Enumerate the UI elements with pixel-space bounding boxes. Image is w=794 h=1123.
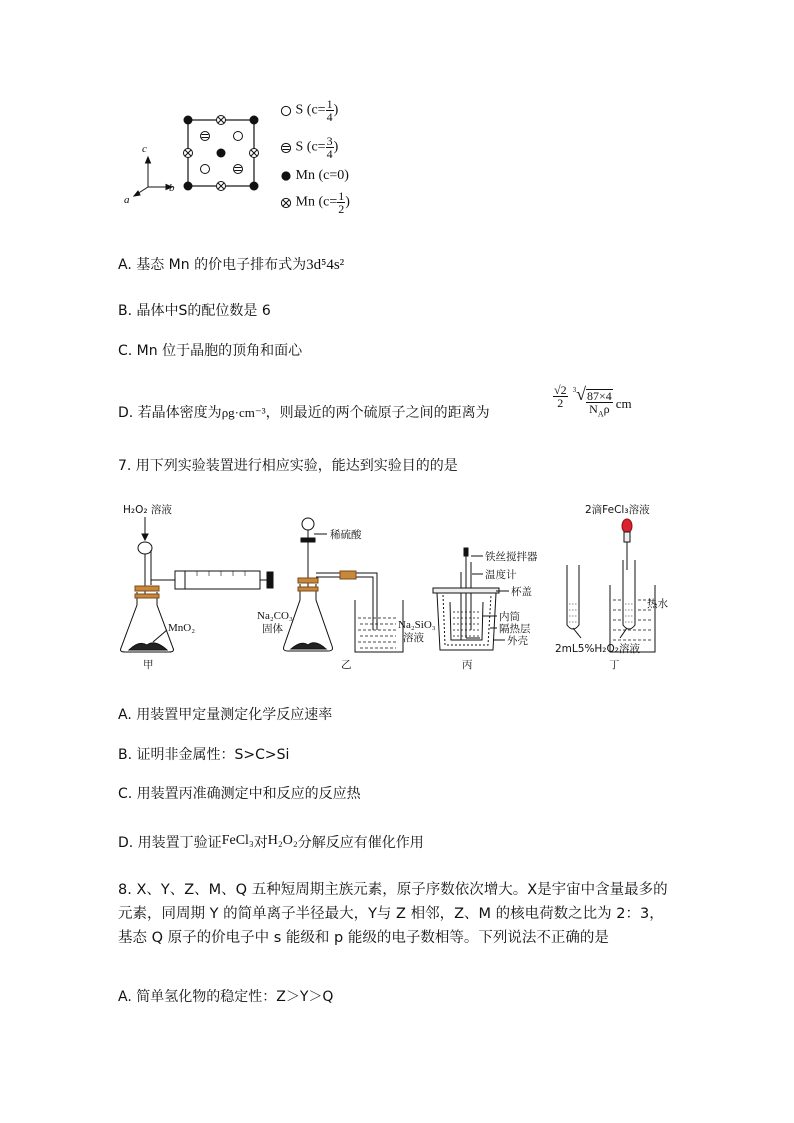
svg-text:温度计: 温度计 <box>485 569 517 581</box>
q7-apparatus-figure <box>115 500 685 680</box>
svg-text:甲: 甲 <box>143 659 154 671</box>
q7-option-c: C. 用装置丙准确测定中和反应的反应热 <box>118 786 361 802</box>
svg-text:固体: 固体 <box>262 623 283 635</box>
axis-b-label: b <box>169 182 175 194</box>
svg-text:隔热层: 隔热层 <box>499 623 531 635</box>
svg-text:丁: 丁 <box>609 659 620 671</box>
apparatus-ding <box>555 503 668 671</box>
svg-text:乙: 乙 <box>341 659 352 671</box>
q6-option-a: A. 基态 Mn 的价电子排布式为3d⁵4s² <box>118 257 345 273</box>
svg-text:H₂O₂ 溶液: H₂O₂ 溶液 <box>123 504 172 516</box>
svg-text:铁丝搅拌器: 铁丝搅拌器 <box>485 551 538 563</box>
svg-text:丙: 丙 <box>462 659 473 671</box>
open-circle-icon <box>280 105 292 117</box>
q6-option-d: D. 若晶体密度为ρg·cm⁻³，则最近的两个硫原子之间的距离为 <box>118 405 490 421</box>
svg-text:热水: 热水 <box>647 598 668 610</box>
apparatus-jia <box>121 503 274 671</box>
svg-text:溶液: 溶液 <box>403 632 424 644</box>
legend-mn-half: Mn (c= $\frac{1}{2}$ ) <box>280 190 350 215</box>
axis-c-label: c <box>142 143 147 155</box>
distance-formula: $\frac{√2}{2}$ $^3$√ $\frac{87\times 4}{N_A\rho}$ cm <box>554 383 632 419</box>
axes-indicator <box>134 157 172 196</box>
apparatus-bing <box>433 548 538 671</box>
crystal-cell-diagram <box>118 95 278 215</box>
svg-text:外壳: 外壳 <box>507 635 528 647</box>
svg-text:稀硫酸: 稀硫酸 <box>330 529 362 541</box>
svg-text:2滴FeCl₃溶液: 2滴FeCl₃溶液 <box>585 504 650 516</box>
svg-text:2mL5%H₂O₂溶液: 2mL5%H₂O₂溶液 <box>555 643 640 655</box>
q7-option-a: A. 用装置甲定量测定化学反应速率 <box>118 707 333 723</box>
q8-stem: 8. X、Y、Z、M、Q 五种短周期主族元素，原子序数依次增大。X是宇宙中含量最多的元素，同周期 Y 的简单离子半径最大，Y与 Z 相邻，Z、M 的核电荷数之比为 2：3，基态 Q 原子的价电子中 s 能级和 p 能级的电子数相等。下列说法不正确的是 <box>118 882 668 946</box>
q6-option-c: C. Mn 位于晶胞的顶角和面心 <box>118 343 303 359</box>
q7-option-b: B. 证明非金属性：S>C>Si <box>118 747 290 763</box>
axis-a-label: a <box>124 194 130 206</box>
q7-option-d: D. 用装置丁验证FeCl₃对H₂O₂分解反应有催化作用 <box>118 833 424 851</box>
svg-text:Na₂SiO₃: Na₂SiO₃ <box>398 619 436 631</box>
legend-s-quarter: S (c= $\frac{1}{4}$ ) <box>280 98 338 123</box>
mn-corner-atoms <box>184 116 259 191</box>
legend-mn-corner: Mn (c=0) <box>280 168 349 184</box>
striped-circle-icon <box>280 142 292 154</box>
filled-circle-icon <box>280 170 292 182</box>
legend-s-three-quarter: S (c= $\frac{3}{4}$ ) <box>280 135 338 160</box>
svg-text:杯盖: 杯盖 <box>511 586 532 598</box>
svg-text:MnO₂: MnO₂ <box>168 622 196 634</box>
svg-text:Na₂CO₃: Na₂CO₃ <box>257 610 293 622</box>
q6-option-b: B. 晶体中S的配位数是 6 <box>118 303 271 319</box>
apparatus-yi <box>257 518 436 671</box>
cross-circle-icon <box>280 197 292 209</box>
q8-option-a: A. 简单氢化物的稳定性：Z＞Y＞Q <box>118 989 334 1005</box>
q7-stem: 7. 用下列实验装置进行相应实验，能达到实验目的的是 <box>118 458 458 474</box>
svg-text:内筒: 内筒 <box>499 611 520 623</box>
